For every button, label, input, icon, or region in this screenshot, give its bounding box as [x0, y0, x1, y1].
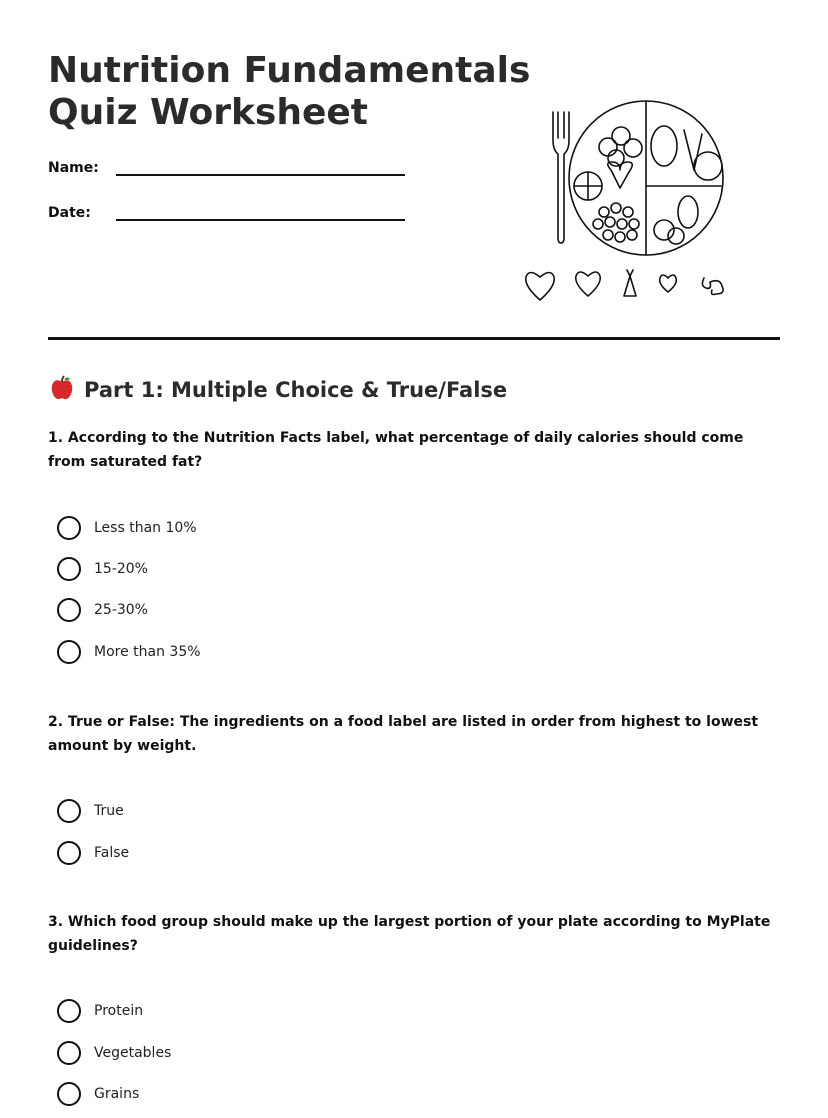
radio-button[interactable]	[57, 999, 81, 1023]
option-label: Protein	[94, 1003, 144, 1019]
option-label: 25-30%	[94, 602, 148, 618]
title-line-1: Nutrition Fundamentals	[48, 50, 531, 91]
heart-icon	[576, 272, 601, 296]
date-label: Date:	[48, 205, 91, 221]
name-row	[48, 158, 405, 176]
option-q1-d[interactable]	[57, 640, 201, 664]
radio-button[interactable]	[57, 1082, 81, 1106]
radio-button[interactable]	[57, 598, 81, 622]
radio-button[interactable]	[57, 799, 81, 823]
section-divider	[48, 337, 780, 340]
name-field[interactable]	[116, 158, 405, 176]
option-q2-a[interactable]	[57, 799, 124, 823]
question-1: 1. According to the Nutrition Facts label, what percentage of daily calories should come from saturated fat?	[48, 430, 744, 470]
fork-icon	[553, 112, 569, 243]
plate-icon	[569, 101, 723, 255]
option-q3-c[interactable]	[57, 1082, 139, 1106]
carrot-icon	[624, 270, 636, 296]
option-q2-b[interactable]	[57, 841, 129, 865]
radio-button[interactable]	[57, 557, 81, 581]
apple-icon	[48, 374, 76, 406]
heart-icon	[660, 275, 677, 292]
option-label: False	[94, 845, 130, 861]
option-q1-b[interactable]	[57, 557, 148, 581]
option-label: More than 35%	[94, 644, 201, 660]
option-label: Less than 10%	[94, 520, 197, 536]
option-label: Vegetables	[94, 1045, 172, 1061]
date-field[interactable]	[116, 203, 405, 221]
radio-button[interactable]	[57, 841, 81, 865]
option-q1-a[interactable]	[57, 516, 197, 540]
option-label: True	[94, 803, 124, 819]
option-q3-a[interactable]	[57, 999, 143, 1023]
title-line-2: Quiz Worksheet	[48, 92, 369, 133]
radio-button[interactable]	[57, 640, 81, 664]
part1-heading	[48, 374, 507, 406]
radio-button[interactable]	[57, 1041, 81, 1065]
date-row	[48, 203, 405, 221]
option-label: Grains	[94, 1086, 140, 1102]
question-3: 3. Which food group should make up the largest portion of your plate according to MyPlate guidelines?	[48, 914, 771, 954]
part1-heading-text: Part 1: Multiple Choice & True/False	[84, 378, 508, 402]
worksheet-title	[48, 50, 531, 134]
myplate-illustration	[516, 100, 746, 310]
option-q1-c[interactable]	[57, 598, 148, 622]
bottom-icons-row	[526, 270, 723, 300]
radio-button[interactable]	[57, 516, 81, 540]
heart-icon	[526, 273, 554, 301]
question-2: 2. True or False: The ingredients on a food label are listed in order from highest to lowest amount by weight.	[48, 714, 759, 754]
intestine-icon	[702, 278, 723, 295]
name-label: Name:	[48, 160, 99, 176]
option-q3-b[interactable]	[57, 1041, 171, 1065]
option-label: 15-20%	[94, 561, 148, 577]
